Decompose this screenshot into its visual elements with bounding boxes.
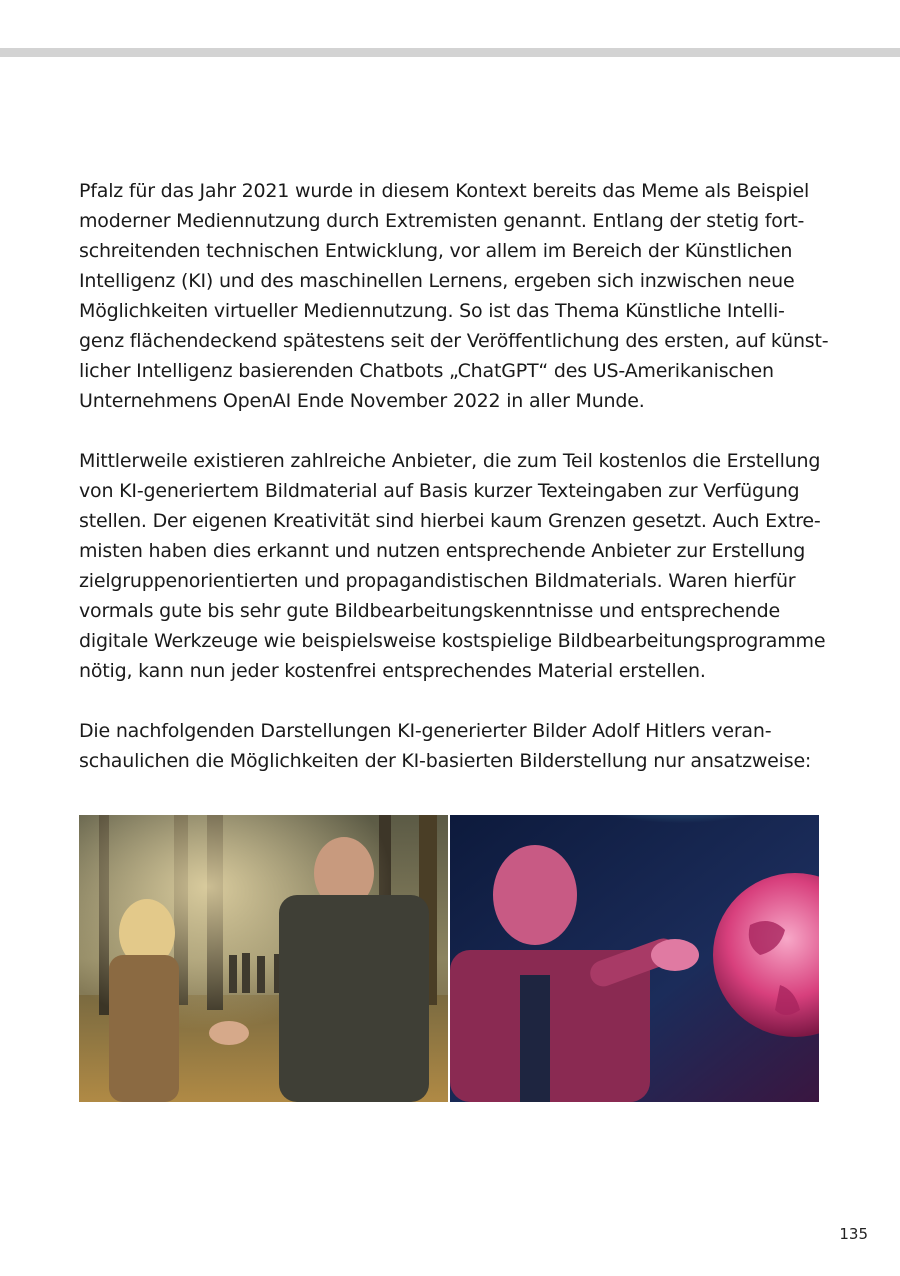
- page-number: 135: [839, 1225, 868, 1243]
- text-line: schaulichen die Möglichkeiten der KI-basierten Bilderstellung nur ansatzweise:: [79, 750, 812, 772]
- text-line: Mittlerweile existieren zahlreiche Anbieter, die zum Teil kostenlos die Erstellung: [79, 450, 821, 472]
- text-line: Pfalz für das Jahr 2021 wurde in diesem Kontext bereits das Meme als Beispiel: [79, 180, 810, 202]
- paragraph-1: [79, 176, 829, 416]
- text-line: moderner Mediennutzung durch Extremisten genannt. Entlang der stetig fort-: [79, 210, 805, 232]
- outdoor-handshake-photo-icon: [79, 815, 448, 1102]
- neon-globe-photo-icon: [450, 815, 819, 1102]
- paragraph-2: [79, 446, 824, 686]
- text-line: Die nachfolgenden Darstellungen KI-generierter Bilder Adolf Hitlers veran-: [79, 720, 772, 742]
- text-line: misten haben dies erkannt und nutzen entsprechende Anbieter zur Erstellung: [79, 540, 806, 562]
- text-line: nötig, kann nun jeder kostenfrei entsprechendes Material erstellen.: [79, 660, 706, 682]
- header-rule: [0, 48, 900, 57]
- body-text: [79, 176, 829, 806]
- text-line: digitale Werkzeuge wie beispielsweise kostspielige Bildbearbeitungsprogramme: [79, 630, 826, 652]
- text-line: stellen. Der eigenen Kreativität sind hierbei kaum Grenzen gesetzt. Auch Extre-: [79, 510, 821, 532]
- text-line: Unternehmens OpenAI Ende November 2022 in aller Munde.: [79, 390, 645, 412]
- text-line: zielgruppenorientierten und propagandistischen Bildmaterials. Waren hierfür: [79, 570, 796, 592]
- text-line: Möglichkeiten virtueller Mediennutzung. So ist das Thema Künstliche Intelli-: [79, 300, 785, 322]
- text-line: licher Intelligenz basierenden Chatbots „ChatGPT“ des US-Amerikanischen: [79, 360, 774, 382]
- paragraph-3: [79, 716, 824, 776]
- ai-photo-left: [79, 815, 448, 1102]
- text-line: von KI-generiertem Bildmaterial auf Basis kurzer Texteingaben zur Verfügung: [79, 480, 800, 502]
- text-line: Intelligenz (KI) und des maschinellen Lernens, ergeben sich inzwischen neue: [79, 270, 795, 292]
- text-line: genz flächendeckend spätestens seit der Veröffentlichung des ersten, auf künst-: [79, 330, 829, 352]
- text-line: schreitenden technischen Entwicklung, vor allem im Bereich der Künstlichen: [79, 240, 793, 262]
- image-row: [79, 815, 820, 1102]
- text-line: vormals gute bis sehr gute Bildbearbeitungskenntnisse und entsprechende: [79, 600, 780, 622]
- ai-photo-right: [450, 815, 819, 1102]
